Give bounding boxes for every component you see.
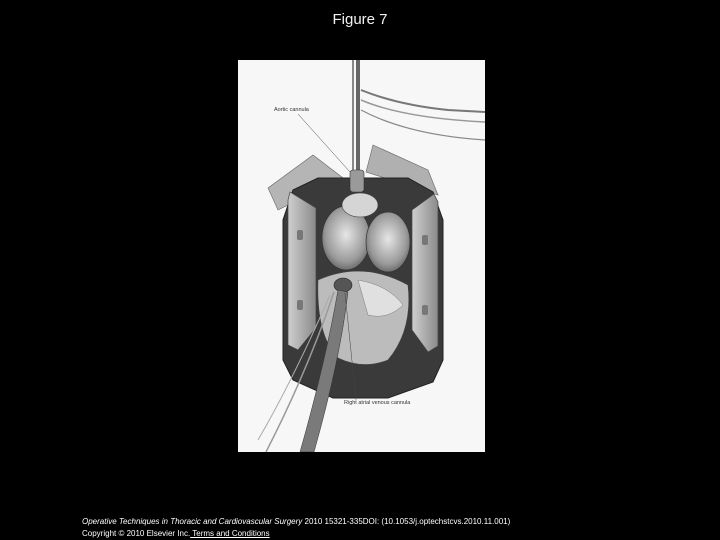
journal-name: Operative Techniques in Thoracic and Cardiovascular Surgery [82, 517, 303, 526]
aortic-cannula-label: Aortic cannula [274, 107, 309, 113]
citation-line [82, 516, 510, 528]
terms-link[interactable]: Terms and Conditions [190, 529, 270, 538]
copyright-line [82, 528, 510, 540]
slide-title: Figure 7 [332, 11, 388, 28]
illustration-drawing [238, 60, 485, 452]
figure-caption [82, 516, 510, 540]
venous-cannula-label: Right atrial venous cannula [344, 400, 411, 406]
citation-doi: 2010 15321-335DOI: (10.1053/j.optechstcvs.2010.11.001) [302, 517, 511, 526]
copyright-text: Copyright © 2010 Elsevier Inc. [82, 529, 191, 538]
surgical-illustration [238, 60, 485, 452]
